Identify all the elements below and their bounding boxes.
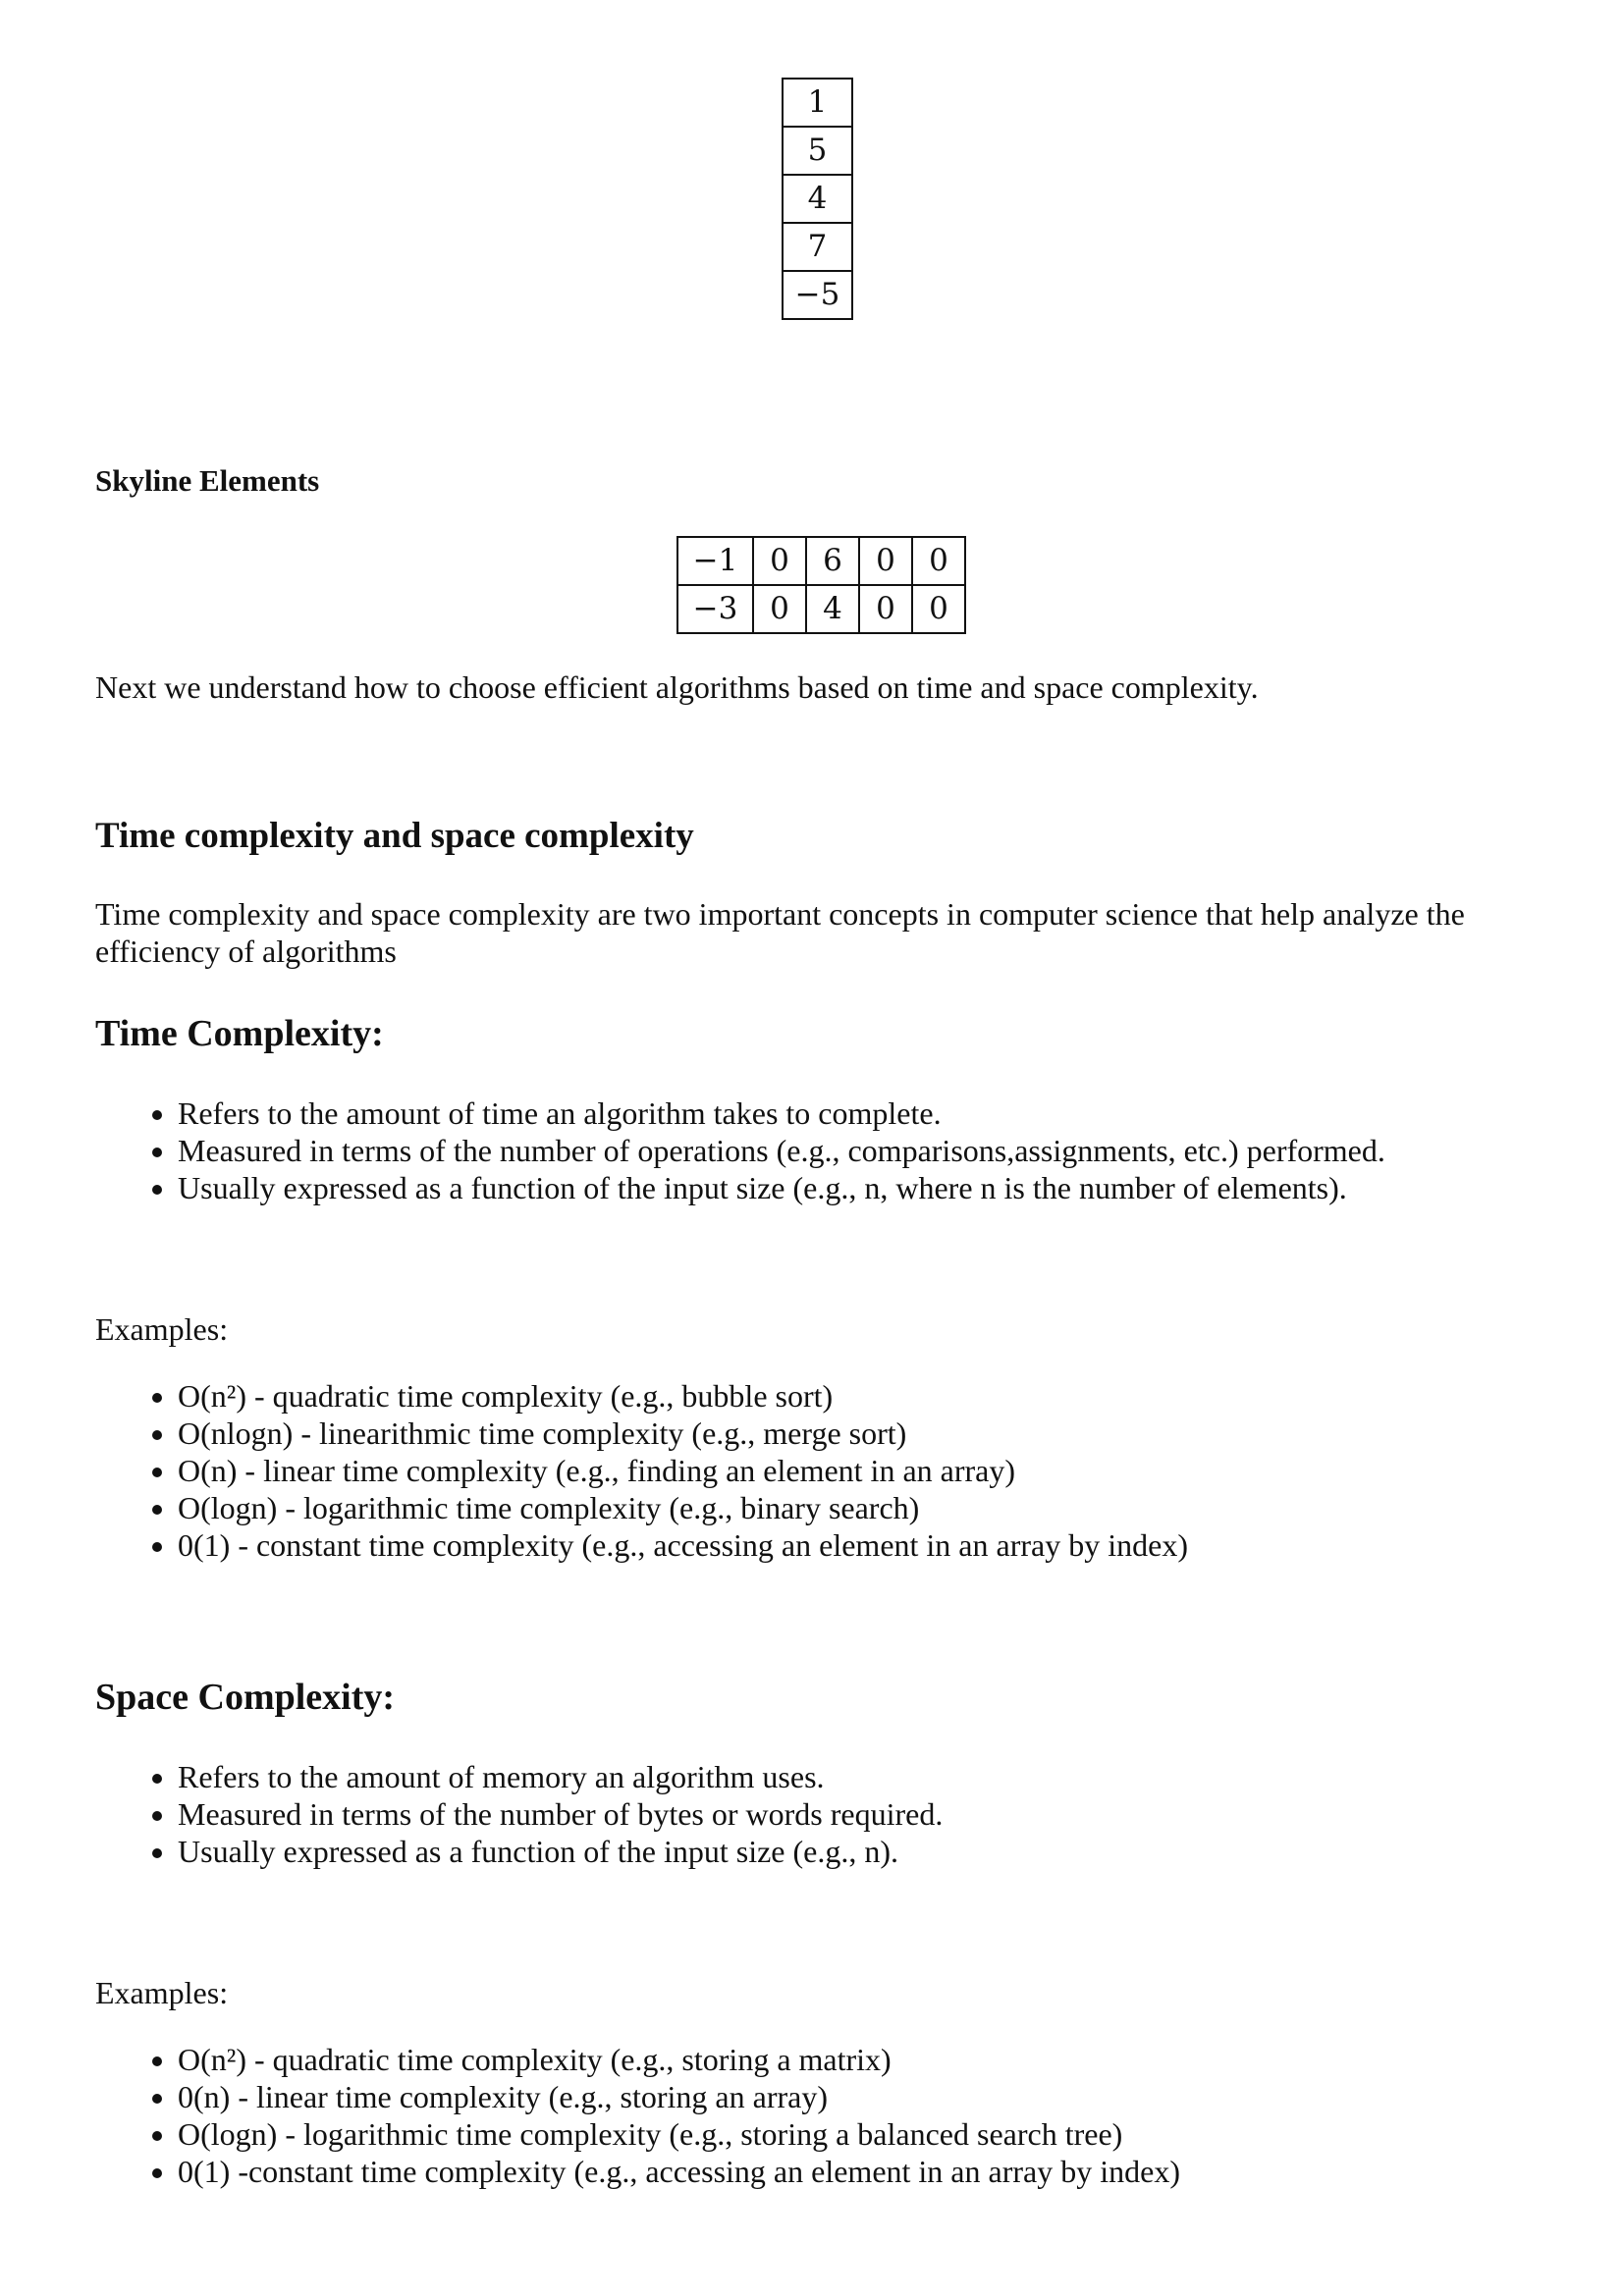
space-complexity-heading: Space Complexity: (95, 1677, 396, 1718)
list-item: • O(n²) - quadratic time complexity (e.g., bubble sort) (178, 1377, 1188, 1415)
skyline-title: Skyline Elements (95, 463, 320, 498)
vector-table (782, 78, 853, 320)
time-examples-list (95, 1377, 1188, 1564)
skyline-cell: 6 (806, 537, 859, 585)
table-row (677, 537, 965, 585)
list-item: • Measured in terms of the number of bytes or words required. (178, 1795, 943, 1833)
vector-cell: 7 (783, 223, 852, 271)
list-item: • 0(n) - linear time complexity (e.g., storing an array) (178, 2078, 1180, 2115)
list-item: • O(n²) - quadratic time complexity (e.g., storing a matrix) (178, 2041, 1180, 2078)
list-item: • 0(1) - constant time complexity (e.g., accessing an element in an array by index) (178, 1526, 1188, 1564)
skyline-cell: 0 (859, 585, 912, 633)
list-item: • O(logn) - logarithmic time complexity (e.g., binary search) (178, 1489, 1188, 1526)
vector-cell: −5 (783, 271, 852, 319)
vector-cell: 1 (783, 79, 852, 127)
vector-cell: 5 (783, 127, 852, 175)
list-item: • Refers to the amount of memory an algorithm uses. (178, 1758, 943, 1795)
table-row (677, 585, 965, 633)
list-item: • Measured in terms of the number of operations (e.g., comparisons,assignments, etc.) performed. (178, 1132, 1385, 1169)
list-item: • O(nlogn) - linearithmic time complexity (e.g., merge sort) (178, 1415, 1188, 1452)
skyline-cell: 0 (753, 585, 806, 633)
section-title: Time complexity and space complexity (95, 816, 694, 856)
list-item: • 0(1) -constant time complexity (e.g., accessing an element in an array by index) (178, 2153, 1180, 2190)
intro-text: Next we understand how to choose efficient algorithms based on time and space complexity. (95, 669, 1259, 705)
list-item: • Refers to the amount of time an algorithm takes to complete. (178, 1095, 1385, 1132)
list-item: • O(logn) - logarithmic time complexity (e.g., storing a balanced search tree) (178, 2115, 1180, 2153)
list-item: • O(n) - linear time complexity (e.g., finding an element in an array) (178, 1452, 1188, 1489)
space-complexity-points (95, 1758, 943, 1870)
time-complexity-heading: Time Complexity: (95, 1013, 384, 1054)
skyline-cell: −1 (677, 537, 753, 585)
skyline-cell: −3 (677, 585, 753, 633)
time-examples-label: Examples: (95, 1311, 229, 1347)
list-item: • Usually expressed as a function of the input size (e.g., n). (178, 1833, 943, 1870)
skyline-cell: 0 (912, 537, 965, 585)
skyline-table (676, 536, 966, 634)
list-item: • Usually expressed as a function of the input size (e.g., n, where n is the number of elements). (178, 1169, 1385, 1206)
space-examples-label: Examples: (95, 1975, 229, 2010)
space-examples-list (95, 2041, 1180, 2190)
skyline-cell: 4 (806, 585, 859, 633)
vector-cell: 4 (783, 175, 852, 223)
section-description: Time complexity and space complexity are two important concepts in computer science that help analyze the efficiency of algorithms (95, 896, 1465, 969)
skyline-cell: 0 (859, 537, 912, 585)
time-complexity-points (95, 1095, 1385, 1206)
skyline-cell: 0 (753, 537, 806, 585)
skyline-cell: 0 (912, 585, 965, 633)
